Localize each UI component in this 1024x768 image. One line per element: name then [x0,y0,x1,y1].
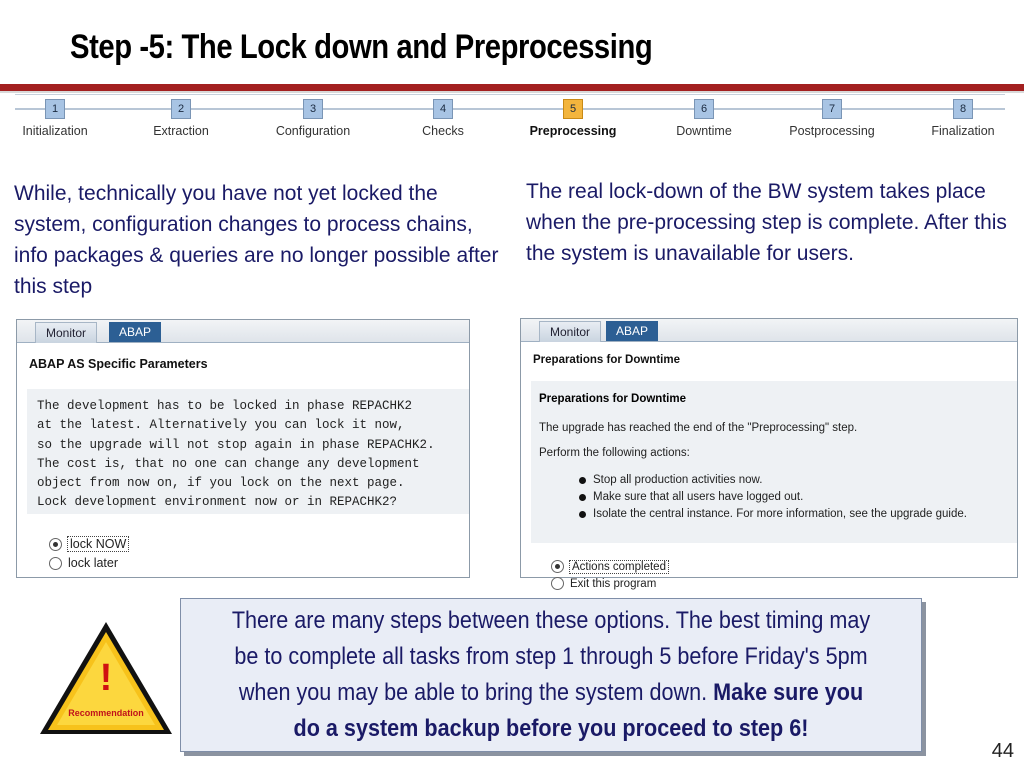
action-item [579,508,967,520]
panel-heading: ABAP AS Specific Parameters [29,357,208,371]
radio-label: lock later [68,556,119,570]
radio-unselected-icon[interactable] [551,577,564,590]
warning-sign [38,620,174,738]
message-line: The cost is, that no one can change any development [37,456,420,471]
action-item [579,491,803,503]
step-number-box: 8 [953,99,973,119]
step-number-box-active: 5 [563,99,583,119]
step-number-box: 3 [303,99,323,119]
step-label: Downtime [676,124,732,138]
callout-body: There are many steps between these options. The best timing may be to complete all tasks from step 1 through 5 before Friday's 5pm when you may be able to bring the system down. [231,607,871,706]
left-explanation: While, technically you have not yet locked the system, configuration changes to process chains, info packages & queries are no longer possible after this step [14,182,499,298]
callout-box [180,598,922,752]
panel-heading: Preparations for Downtime [533,354,680,366]
callout-text [225,603,877,747]
roadmap-step-5[interactable] [513,94,633,138]
message-text [27,389,469,513]
step-label: Initialization [22,124,88,138]
roadmap-step-3[interactable] [253,94,373,138]
panel-content [17,343,469,577]
action-text: Isolate the central instance. For more information, see the upgrade guide. [593,508,967,520]
action-text: Make sure that all users have logged out. [593,491,804,503]
upgrade-roadmap [0,94,1024,146]
exclamation-icon: ! [99,657,113,699]
step-label: Checks [422,124,464,138]
step-number-box: 7 [822,99,842,119]
radio-label: Exit this program [570,577,657,590]
radio-unselected-icon[interactable] [49,557,62,570]
tab-abap[interactable]: ABAP [109,322,161,342]
page-number: 44 [991,740,1014,762]
callout-emphasis: Make sure you do a system backup before you proceed to step 6! [293,679,864,742]
tab-abap[interactable]: ABAP [606,321,658,341]
action-text: Stop all production activities now. [593,474,763,486]
tab-monitor[interactable]: Monitor [539,321,601,342]
downtime-preparation-panel [520,318,1018,590]
message-line: so the upgrade will not stop again in phase REPACHK2. [37,437,435,452]
step-label: Extraction [153,124,209,138]
warning-label: Recommendation [68,708,144,718]
roadmap-step-6[interactable] [644,94,764,138]
title-rule-shadow [0,91,1024,93]
message-line: at the latest. Alternatively you can lock it now, [37,418,405,433]
tab-monitor[interactable]: Monitor [35,322,97,343]
roadmap-step-4[interactable] [383,94,503,138]
radio-actions-completed[interactable] [551,560,668,573]
step-label-active: Preprocessing [529,124,617,138]
radio-lock-now[interactable] [49,537,128,551]
panel-tab-strip [521,319,1017,342]
step-label: Finalization [931,124,995,138]
bullet-icon [579,511,586,518]
bullet-icon [579,494,586,501]
title-rule [0,84,1024,91]
status-text: The upgrade has reached the end of the "Preprocessing" step. [539,422,858,434]
roadmap-step-8[interactable] [903,94,1023,138]
message-line: object from now on, if you lock on the next page. [37,476,405,491]
right-explanation: The real lock-down of the BW system takes place when the pre-processing step is complete. After this the system is unavailable for users. [526,180,1007,265]
roadmap-step-1[interactable] [0,94,115,138]
actions-intro: Perform the following actions: [539,447,690,459]
radio-label: lock NOW [70,537,127,551]
panel-content [521,342,1017,590]
section-heading: Preparations for Downtime [539,393,686,405]
radio-label: Actions completed [572,560,666,573]
message-line: The development has to be locked in phase REPACHK2 [37,399,413,413]
step-number-box: 2 [171,99,191,119]
step-label: Postprocessing [789,124,875,138]
radio-exit-program[interactable] [551,577,656,590]
message-area [531,381,1017,543]
step-number-box: 4 [433,99,453,119]
step-number-box: 1 [45,99,65,119]
action-item [579,474,762,486]
radio-selected-icon[interactable] [551,560,564,573]
radio-selected-icon[interactable] [49,538,62,551]
roadmap-step-2[interactable] [121,94,241,138]
roadmap-step-7[interactable] [772,94,892,138]
step-label: Configuration [275,124,351,138]
radio-lock-later[interactable] [49,556,118,570]
bullet-icon [579,477,586,484]
abap-parameters-panel [16,319,470,578]
panel-tab-strip [17,320,469,343]
message-area [27,389,469,514]
step-number-box: 6 [694,99,714,119]
message-line: Lock development environment now or in REPACHK2? [37,495,398,510]
slide-title: Step -5: The Lock down and Preprocessing [70,28,653,66]
